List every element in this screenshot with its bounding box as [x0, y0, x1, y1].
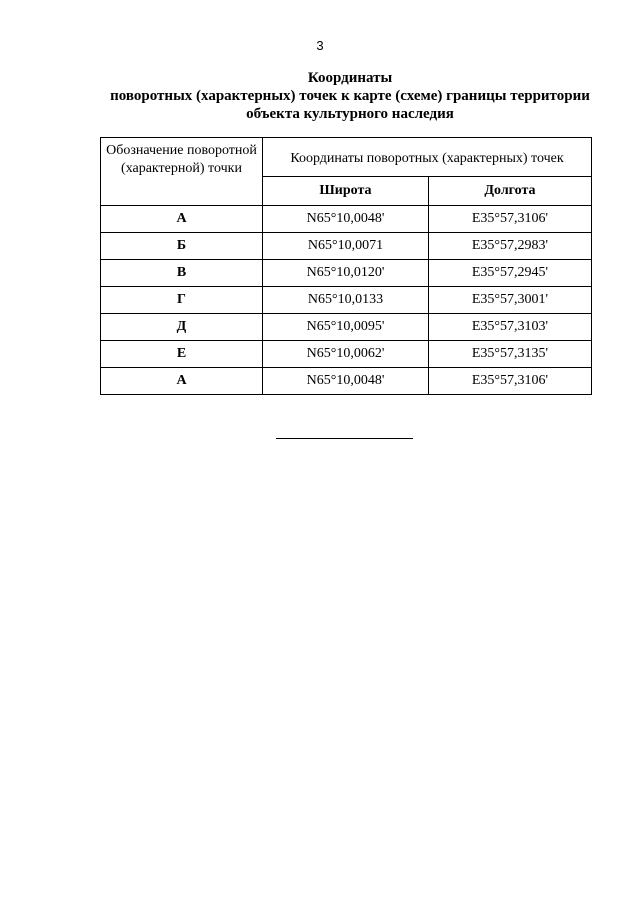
latitude-cell: N65°10,0071	[263, 233, 429, 260]
table-row	[101, 287, 592, 314]
title-line-1: Координаты	[307, 70, 393, 86]
longitude-cell: E35°57,2945'	[428, 260, 591, 287]
longitude-cell: E35°57,2983'	[428, 233, 591, 260]
header-point-designation: Обозначение поворотной (характерной) точки	[101, 138, 263, 206]
document-title	[60, 69, 640, 123]
title-line-3: объекта культурного наследия	[246, 106, 454, 122]
longitude-cell: E35°57,3135'	[428, 341, 591, 368]
table-row	[101, 341, 592, 368]
table-row	[101, 314, 592, 341]
longitude-cell: E35°57,3103'	[428, 314, 591, 341]
page-number: 3	[316, 38, 324, 53]
point-cell: А	[101, 206, 263, 233]
latitude-cell: N65°10,0048'	[263, 206, 429, 233]
header-latitude: Широта	[263, 177, 429, 206]
longitude-cell: E35°57,3001'	[428, 287, 591, 314]
header-coordinates: Координаты поворотных (характерных) точек	[263, 138, 592, 177]
latitude-cell: N65°10,0048'	[263, 368, 429, 395]
table-row	[101, 260, 592, 287]
latitude-cell: N65°10,0120'	[263, 260, 429, 287]
table-row	[101, 233, 592, 260]
separator-line	[276, 438, 413, 439]
point-cell: Д	[101, 314, 263, 341]
latitude-cell: N65°10,0133	[263, 287, 429, 314]
point-cell: Б	[101, 233, 263, 260]
longitude-cell: E35°57,3106'	[428, 368, 591, 395]
header-longitude: Долгота	[428, 177, 591, 206]
point-cell: Г	[101, 287, 263, 314]
title-line-2: поворотных (характерных) точек к карте (схеме) границы территории	[110, 88, 590, 104]
latitude-cell: N65°10,0095'	[263, 314, 429, 341]
longitude-cell: E35°57,3106'	[428, 206, 591, 233]
coordinates-table	[100, 137, 592, 395]
point-cell: А	[101, 368, 263, 395]
table-row	[101, 368, 592, 395]
table-row	[101, 206, 592, 233]
point-cell: В	[101, 260, 263, 287]
point-cell: Е	[101, 341, 263, 368]
latitude-cell: N65°10,0062'	[263, 341, 429, 368]
